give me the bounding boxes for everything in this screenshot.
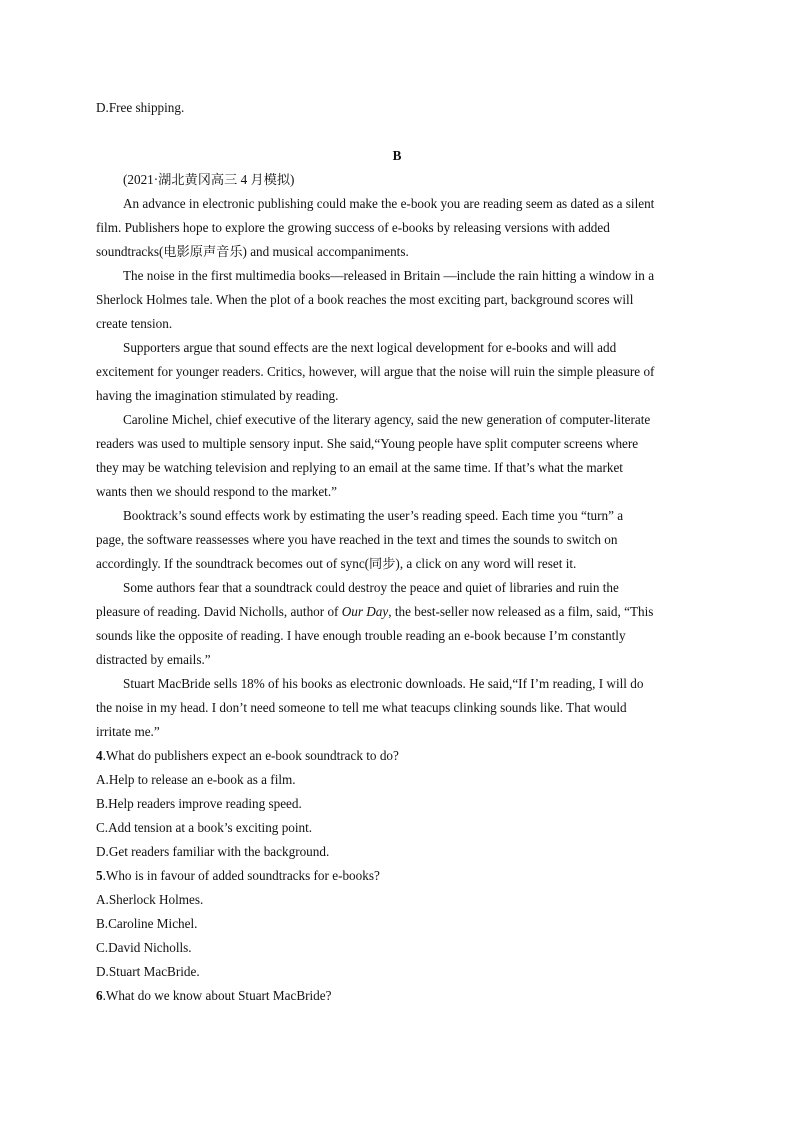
passage-line: The noise in the first multimedia books—released in Britain —include the rain hitting a window in a [123, 268, 655, 283]
passage-line: Stuart MacBride sells 18% of his books as electronic downloads. He said,“If I’m reading, I will do [123, 676, 644, 691]
passage-line: sounds like the opposite of reading. I have enough trouble reading an e-book because I’m constantly [96, 628, 626, 643]
passage-line: they may be watching television and replying to an email at the same time. If that’s what the market [96, 460, 623, 475]
passage-line: page, the software reassesses where you have reached in the text and times the sounds to switch on [96, 532, 618, 547]
passage-line: An advance in electronic publishing could make the e-book you are reading seem as dated as a silent [123, 196, 655, 211]
passage-line: distracted by emails.” [96, 652, 211, 667]
answer-option: B.Caroline Michel. [96, 916, 198, 931]
passage-source: (2021·湖北黄冈高三 4 月模拟) [123, 172, 295, 187]
passage-line: soundtracks(电影原声音乐) and musical accompaniments. [96, 244, 409, 259]
passage-line: create tension. [96, 316, 173, 331]
book-title: Our Day [341, 604, 389, 619]
passage-line: excitement for younger readers. Critics, however, will argue that the noise will ruin the simple pleasure of [96, 364, 655, 379]
question-number: 4 [96, 748, 103, 763]
question-stem [96, 987, 331, 1005]
answer-option: C.Add tension at a book’s exciting point. [96, 820, 313, 835]
question-text: .What do publishers expect an e-book soundtrack to do? [102, 748, 399, 763]
passage-line: irritate me.” [96, 724, 160, 739]
question-stem [96, 867, 380, 885]
passage-line: the noise in my head. I don’t need someone to tell me what teacups clinking sounds like. That would [96, 700, 627, 715]
answer-option: B.Help readers improve reading speed. [96, 796, 302, 811]
question-number: 6 [96, 988, 103, 1003]
passage-line: film. Publishers hope to explore the growing success of e-books by releasing versions with added [96, 220, 610, 235]
passage-line: Caroline Michel, chief executive of the literary agency, said the new generation of computer-literate [123, 412, 651, 427]
passage-line: accordingly. If the soundtrack becomes out of sync(同步), a click on any word will reset it. [96, 556, 577, 571]
passage-line: wants then we should respond to the market.” [96, 484, 337, 499]
passage-line: Some authors fear that a soundtrack could destroy the peace and quiet of libraries and ruin the [123, 580, 619, 595]
passage-text: , the best-seller now released as a film, said, “This [388, 604, 654, 619]
question-stem [96, 747, 399, 765]
passage-line: readers was used to multiple sensory input. She said,“Young people have split computer screens where [96, 436, 639, 451]
passage-line: Supporters argue that sound effects are the next logical development for e-books and will add [123, 340, 617, 355]
passage-line [96, 603, 653, 621]
question-text: .Who is in favour of added soundtracks for e-books? [102, 868, 380, 883]
answer-option: D.Get readers familiar with the background. [96, 844, 330, 859]
answer-option: D.Stuart MacBride. [96, 964, 200, 979]
passage-line: Sherlock Holmes tale. When the plot of a book reaches the most exciting part, background scores will [96, 292, 634, 307]
previous-question-option-d: D.Free shipping. [96, 100, 185, 115]
answer-option: C.David Nicholls. [96, 940, 192, 955]
passage-line: having the imagination stimulated by reading. [96, 388, 339, 403]
question-number: 5 [96, 868, 103, 883]
section-heading: B [392, 148, 402, 163]
passage-text: pleasure of reading. David Nicholls, author of [96, 604, 342, 619]
answer-option: A.Help to release an e-book as a film. [96, 772, 296, 787]
answer-option: A.Sherlock Holmes. [96, 892, 204, 907]
question-text: .What do we know about Stuart MacBride? [102, 988, 332, 1003]
passage-line: Booktrack’s sound effects work by estimating the user’s reading speed. Each time you “turn” a [123, 508, 624, 523]
